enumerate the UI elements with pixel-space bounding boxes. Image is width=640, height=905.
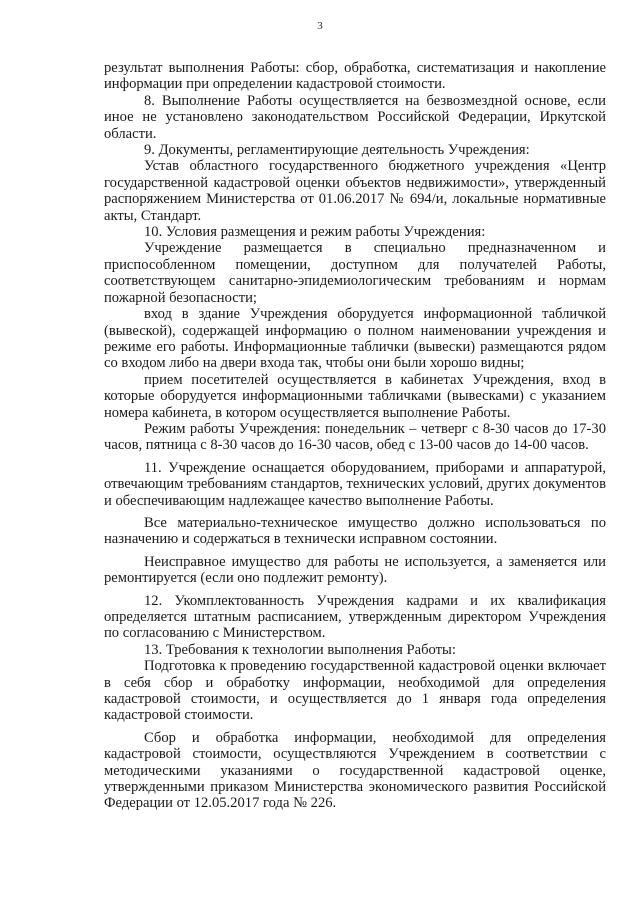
paragraph: Учреждение размещается в специально предназначенном и приспособленном помещении, доступном для получателей Работы, соответствующем санитарно-эпидемиологическим требованиям и нормам пожарной безопасности; <box>104 240 606 306</box>
paragraph: Сбор и обработка информации, необходимой для определения кадастровой стоимости, осуществляются Учреждением в соответствии с методическими указаниями о государственной кадастровой оценке, утвержденными приказом Министерства экономического развития Российской Федерации от 12.05.2017 года № 226. <box>104 729 606 812</box>
paragraph: 8. Выполнение Работы осуществляется на безвозмездной основе, если иное не установлено законодательством Российской Федерации, Иркутской области. <box>104 92 606 142</box>
paragraph: Неисправное имущество для работы не используется, а заменяется или ремонтируется (если оно подлежит ремонту). <box>104 553 606 587</box>
paragraph: 9. Документы, регламентирующие деятельность Учреждения: <box>144 142 530 159</box>
paragraph: Все материально-техническое имущество должно использоваться по назначению и содержаться в технически исправном состоянии. <box>104 514 606 548</box>
paragraph: 10. Условия размещения и режим работы Учреждения: <box>144 224 486 241</box>
paragraph: Устав областного государственного бюджетного учреждения «Центр государственной кадастровой оценки объектов недвижимости», утвержденный распоряжением Министерства от 01.06.2017 № 694/и, локальные нормативные акты, Стандарт. <box>104 158 606 224</box>
page-number: 3 <box>317 20 323 32</box>
paragraph: 13. Требования к технологии выполнения Работы: <box>144 641 456 658</box>
paragraph: Подготовка к проведению государственной кадастровой оценки включает в себя сбор и обработку информации, необходимой для определения кадастровой стоимости, и осуществляется до 1 января года определения кадастровой стоимости. <box>104 658 606 724</box>
document-body <box>104 60 606 812</box>
paragraph: 12. Укомплектованность Учреждения кадрами и их квалификация определяется штатным расписанием, утвержденным директором Учреждения по согласованию с Министерством. <box>104 592 606 642</box>
paragraph: 11. Учреждение оснащается оборудованием, приборами и аппаратурой, отвечающим требованиям стандартов, технических условий, других документов и обеспечивающим надлежащее качество выполнение Работы. <box>104 459 606 509</box>
paragraph: результат выполнения Работы: сбор, обработка, систематизация и накопление информации при определении кадастровой стоимости. <box>104 60 606 93</box>
paragraph: вход в здание Учреждения оборудуется информационной табличкой (вывеской), содержащей информацию о полном наименовании учреждения и режиме его работы. Информационные таблички (вывески) размещаются рядом со входом либо на двери входа так, чтобы они были хорошо видны; <box>104 306 606 372</box>
paragraph: прием посетителей осуществляется в кабинетах Учреждения, вход в которые оборудуется информационными табличками (вывесками) с указанием номера кабинета, в котором осуществляется выполнение Работы. <box>104 371 606 421</box>
paragraph: Режим работы Учреждения: понедельник – четверг с 8-30 часов до 17-30 часов, пятница с 8-30 часов до 16-30 часов, обед с 13-00 часов до 14-00 часов. <box>104 420 606 454</box>
